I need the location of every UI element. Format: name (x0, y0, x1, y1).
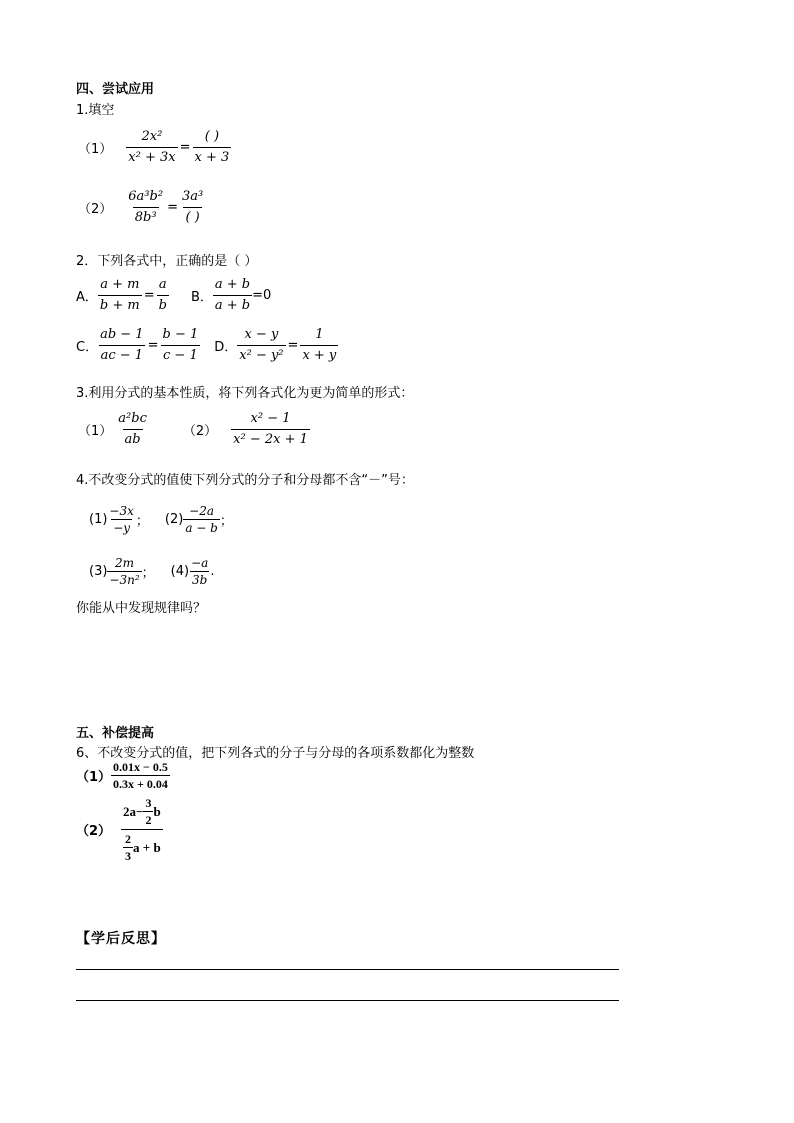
fraction (123, 832, 133, 863)
fraction (231, 410, 310, 449)
q1-label: 1.填空 (76, 103, 115, 118)
fraction (116, 410, 149, 449)
numerator-part: b (153, 803, 161, 819)
item-index: （2） (76, 824, 112, 839)
numerator-part: 2a− (123, 803, 144, 819)
numerator: a²bc (118, 411, 147, 426)
denominator: x² + 3x (126, 147, 177, 167)
denominator: x² − 2x + 1 (231, 429, 310, 449)
denominator: 2 (145, 813, 152, 827)
complex-fraction (121, 796, 163, 863)
denominator: ab (123, 429, 143, 449)
numerator: a (158, 277, 167, 292)
numerator: b − 1 (162, 327, 199, 342)
q2-label: 2．下列各式中，正确的是（ ） (76, 254, 258, 269)
separator: ； (141, 566, 155, 581)
fraction (126, 128, 177, 167)
denominator (121, 829, 163, 863)
separator: ； (219, 514, 233, 529)
denominator-part: a + b (133, 839, 161, 855)
denominator: 3b (192, 573, 208, 587)
numerator: a + m (100, 277, 140, 292)
q6-label: 6、不改变分式的值，把下列各式的分子与分母的各项系数都化为整数 (76, 746, 475, 761)
q3-items (78, 410, 310, 449)
numerator: −a (191, 556, 209, 570)
fraction (143, 796, 153, 827)
answer-line-2 (76, 1000, 619, 1001)
item-index: （2） (182, 424, 218, 439)
fraction (183, 504, 220, 535)
numerator: 1 (315, 327, 324, 342)
option-letter-d: D． (214, 340, 238, 355)
numerator: ( ) (204, 129, 220, 144)
option-letter-a: A． (76, 290, 98, 305)
item-index: (2) (164, 512, 184, 527)
q2-options-ab (76, 276, 271, 315)
equals-sign: = (167, 200, 178, 215)
denominator: 0.3x + 0.04 (113, 777, 168, 791)
item-index: (1) (89, 512, 108, 527)
item-index: (3) (89, 564, 108, 579)
section4-title: 四、尝试应用 (76, 82, 155, 97)
numerator (121, 796, 163, 829)
equals-sign: = (287, 338, 299, 353)
numerator: 3 (145, 796, 152, 810)
numerator: 2x² (141, 129, 163, 144)
fraction (98, 326, 146, 365)
item-index: （1） (76, 770, 112, 785)
fraction (126, 188, 165, 227)
answer-line-1 (76, 969, 619, 970)
item-index: （1） (78, 424, 113, 439)
denominator: 8b³ (133, 207, 159, 227)
section5-title: 五、补偿提高 (76, 726, 155, 741)
fraction (300, 326, 338, 365)
fraction (157, 276, 169, 315)
q2-options-cd (76, 326, 338, 365)
denominator: x + y (300, 345, 338, 365)
q4-label: 4.不改变分式的值使下列分式的分子和分母都不含“－”号： (76, 473, 414, 488)
fraction (213, 276, 252, 315)
fraction (107, 556, 141, 587)
item-index: (4) (170, 564, 190, 579)
q4-row-1 (89, 504, 233, 535)
denominator: a + b (213, 295, 252, 315)
denominator: x² − y² (237, 345, 285, 365)
denominator: −3n² (109, 573, 140, 587)
fraction (189, 556, 210, 587)
fraction (111, 760, 170, 791)
q6-item-1 (76, 760, 170, 791)
denominator: ac − 1 (99, 345, 145, 365)
option-letter-c: C． (76, 340, 99, 355)
separator: ； (135, 514, 149, 529)
numerator: 6a³b² (128, 189, 164, 204)
numerator: x² − 1 (250, 411, 291, 426)
denominator: b (157, 295, 169, 315)
numerator: 3a³ (181, 189, 204, 204)
q4-question: 你能从中发现规律吗？ (76, 601, 207, 616)
item-index: （2） (78, 202, 113, 217)
q4-row-2 (89, 556, 214, 587)
denominator: b + m (98, 295, 142, 315)
separator: . (210, 564, 215, 579)
numerator: a + b (214, 277, 251, 292)
denominator: c − 1 (161, 345, 200, 365)
equals-sign: = (147, 338, 159, 353)
denominator: −y (113, 521, 131, 535)
denominator: x + 3 (193, 147, 232, 167)
q1-item-1 (78, 128, 231, 167)
fraction (180, 188, 205, 227)
numerator: ab − 1 (100, 327, 144, 342)
option-b-tail: =0 (252, 288, 272, 303)
numerator: −2a (189, 504, 215, 518)
q3-label: 3.利用分式的基本性质，将下列各式化为更为简单的形式： (76, 386, 414, 401)
numerator: 2 (125, 832, 132, 846)
fraction (161, 326, 201, 365)
q6-item-2 (76, 796, 163, 863)
numerator: 0.01x − 0.5 (113, 760, 168, 774)
equals-sign: = (179, 140, 191, 155)
denominator: ( ) (183, 207, 201, 227)
denominator: 3 (125, 849, 132, 863)
numerator: x − y (244, 327, 279, 342)
option-letter-b: B． (190, 290, 213, 305)
q1-item-2 (78, 188, 205, 227)
reflection-title: 【学后反思】 (76, 931, 166, 947)
numerator: −3x (109, 504, 134, 518)
item-index: （1） (78, 142, 113, 157)
fraction (193, 128, 232, 167)
fraction (237, 326, 285, 365)
numerator: 2m (115, 556, 135, 570)
fraction (98, 276, 142, 315)
fraction (107, 504, 135, 535)
denominator: a − b (185, 521, 218, 535)
equals-sign: = (143, 288, 155, 303)
